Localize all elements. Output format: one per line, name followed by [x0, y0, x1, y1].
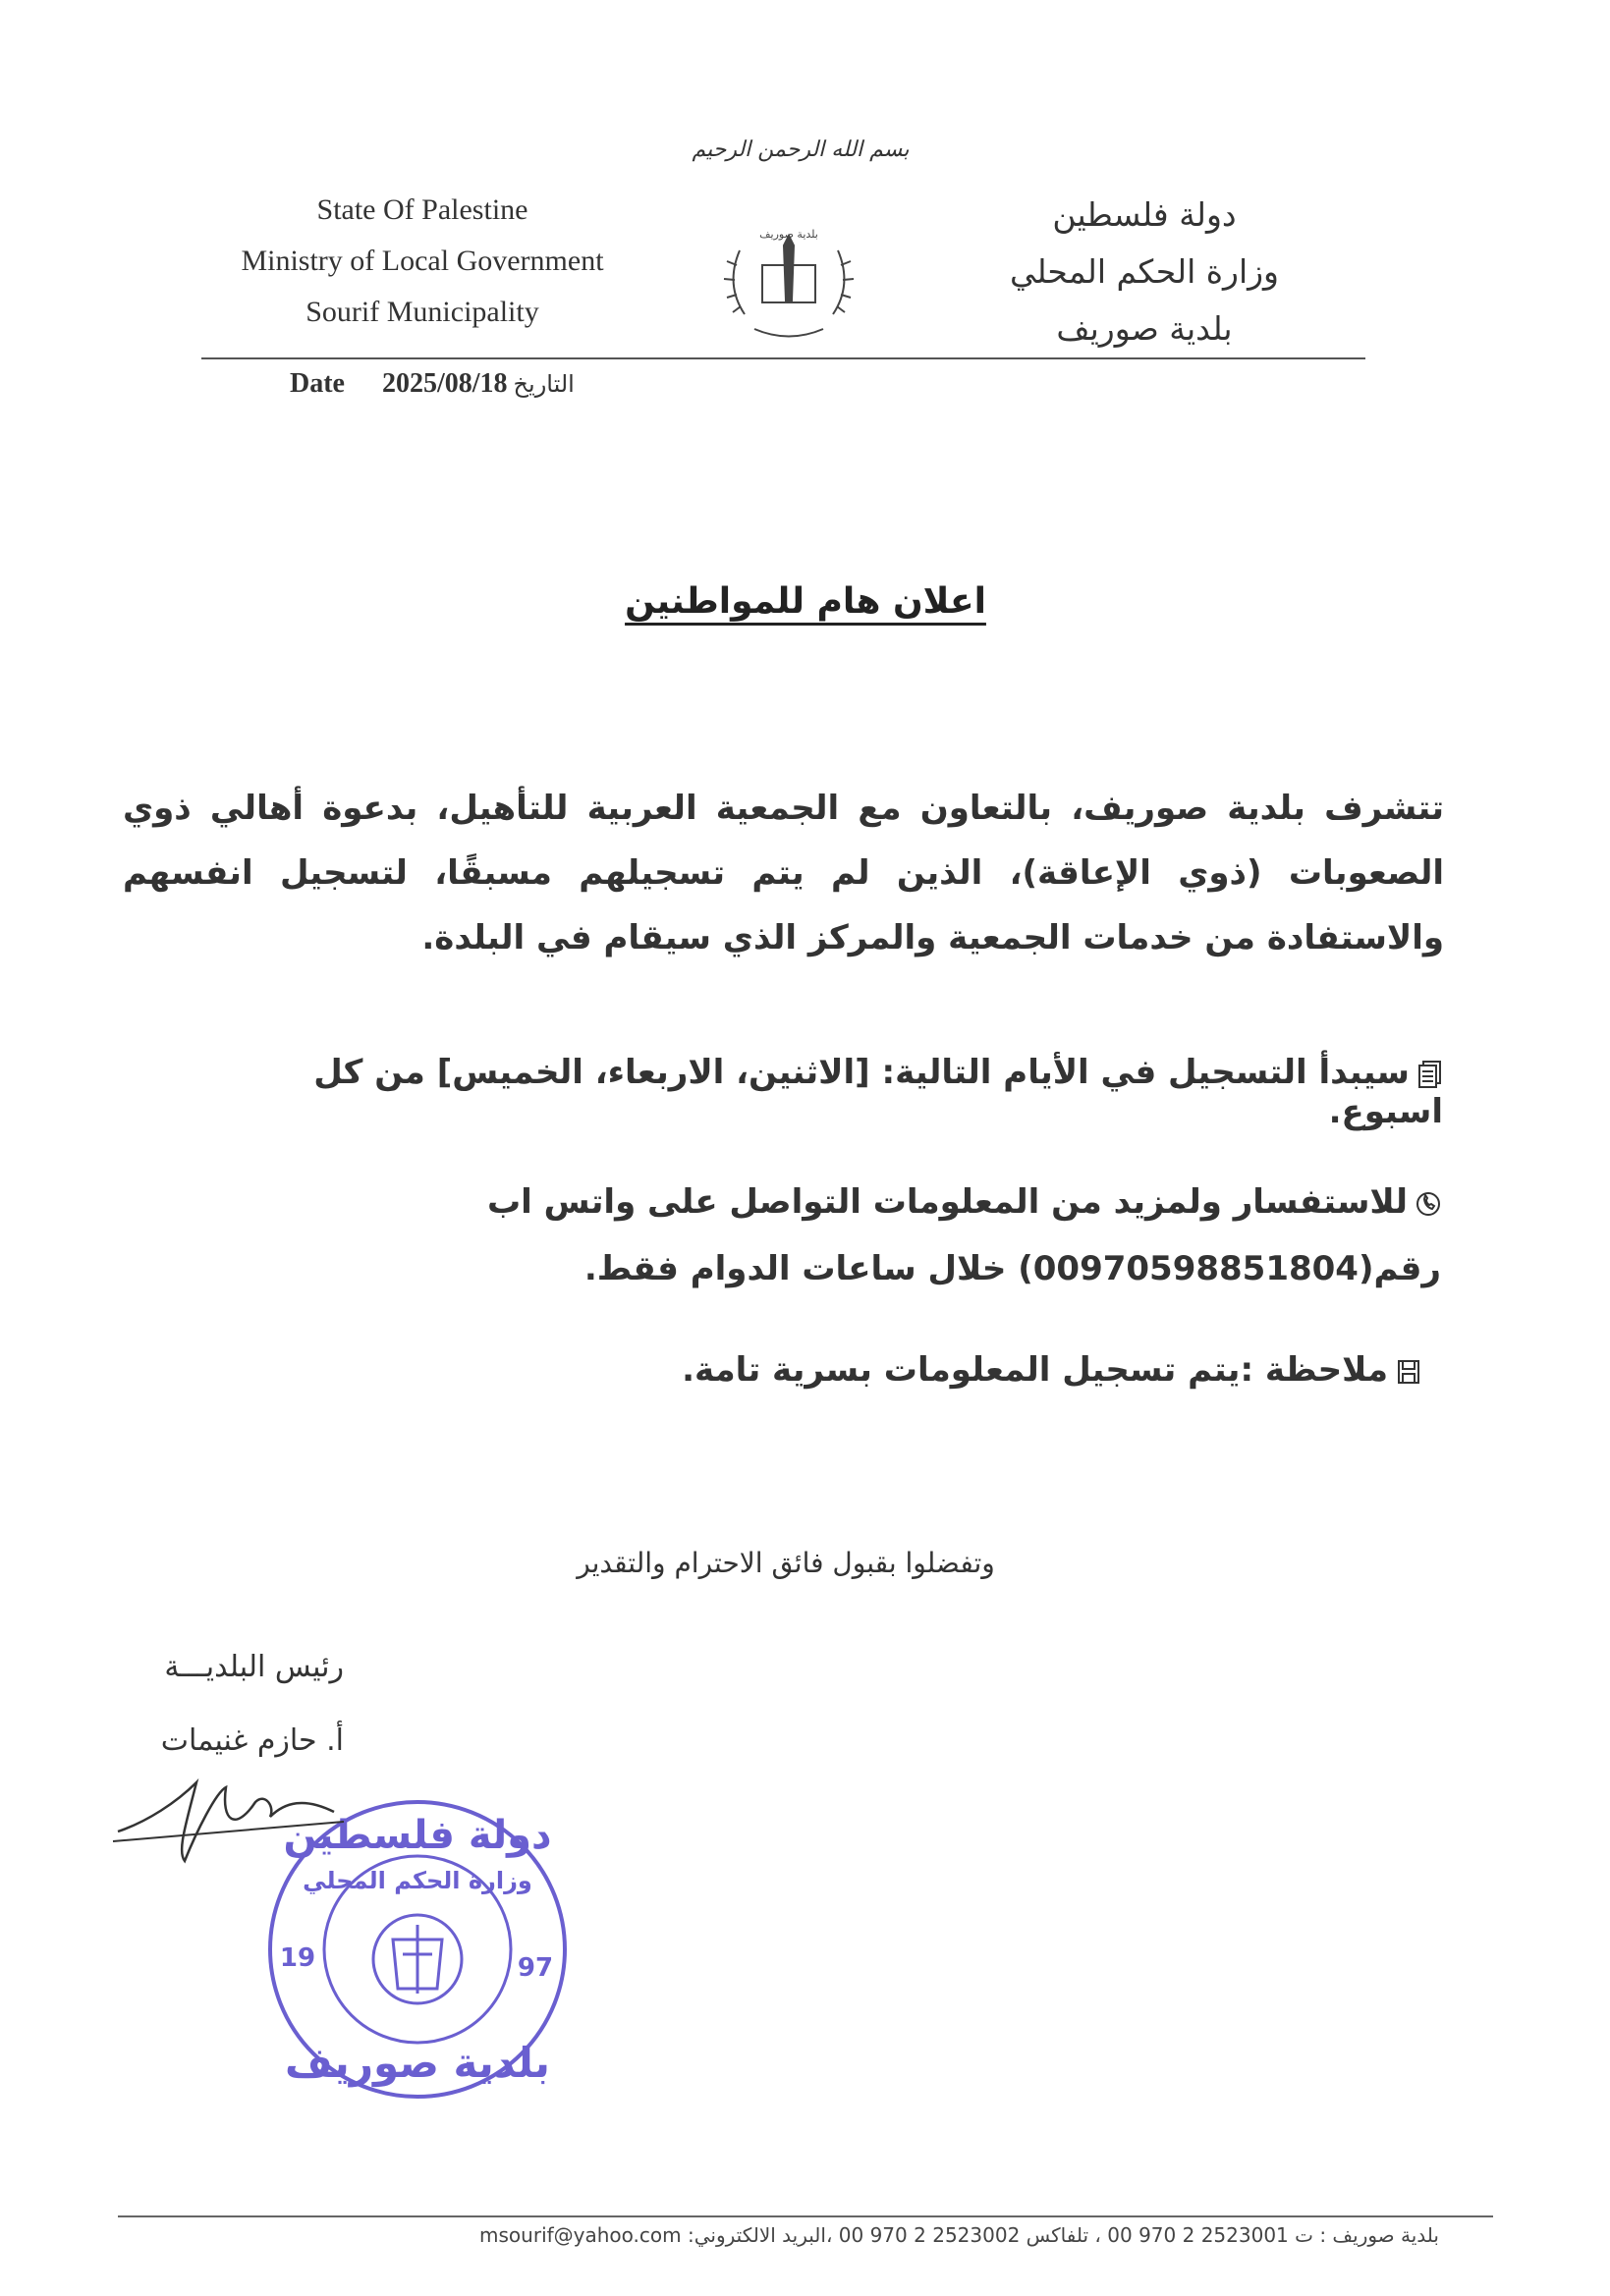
document-icon: [1417, 1060, 1443, 1089]
stamp-ministry: وزارة الحكم المحلي: [303, 1867, 532, 1894]
stamp-municipality: بلدية صوريف: [285, 2039, 550, 2087]
date-label-en: Date: [290, 368, 345, 399]
english-line-ministry: Ministry of Local Government: [241, 245, 604, 277]
signatory-name: أ. حازم غنيمات: [160, 1723, 344, 1758]
stamp-year-left: 19: [279, 1943, 316, 1973]
stamp-year-right: 97: [517, 1953, 554, 1983]
bullet-2-text: للاستفسار ولمزيد من المعلومات التواصل على واتس اب رقم(00970598851804) خلال ساعات الدوام فقط.: [486, 1182, 1441, 1288]
footer-divider: [118, 2215, 1493, 2217]
english-letterhead: [196, 185, 648, 338]
save-icon: [1396, 1357, 1421, 1387]
arabic-line-ministry: وزارة الحكم المحلي: [1010, 252, 1279, 291]
arabic-line-state: دولة فلسطين: [1052, 195, 1237, 234]
footer-text: بلدية صوريف : ت 2523001 2 970 00 ، تلفاكس 2523002 2 970 00 ،البريد الالكتروني:: [688, 2223, 1439, 2247]
date-value: 2025/08/18: [381, 368, 508, 399]
bullet-1-text: سيبدأ التسجيل في الأيام التالية: [الاثنين، الاربعاء، الخميس] من كل اسبوع.: [313, 1053, 1443, 1131]
bullet-contact-info: [105, 1169, 1441, 1302]
bullet-registration-days: [264, 1053, 1443, 1131]
english-line-state: State Of Palestine: [316, 193, 528, 226]
footer-email[interactable]: msourif@yahoo.com: [479, 2223, 682, 2247]
phone-icon: [1416, 1189, 1441, 1219]
document-title: اعلان هام للمواطنين: [625, 581, 986, 622]
body-paragraph: تتشرف بلدية صوريف، بالتعاون مع الجمعية العربية للتأهيل، بدعوة أهالي ذوي الصعوبات (ذوي الإعاقة)، الذين لم يتم تسجيلهم مسبقًا، لتسجيل انفسهم والاستفادة من خدمات الجمعية والمركز الذي سيقام في البلدة.: [123, 789, 1444, 957]
date-label-ar: التاريخ: [513, 370, 575, 398]
arabic-line-municipality: بلدية صوريف: [1056, 309, 1233, 348]
municipality-logo: [715, 206, 862, 354]
stamp-country: دولة فلسطين: [283, 1813, 552, 1858]
closing-line: وتفضلوا بقبول فائق الاحترام والتقدير: [577, 1547, 995, 1579]
signature: [108, 1763, 354, 1881]
header-divider: [201, 357, 1365, 359]
logo-text: بلدية صوريف: [759, 228, 818, 241]
bullet-3-text: ملاحظة :يتم تسجيل المعلومات بسرية تامة.: [682, 1350, 1388, 1390]
english-line-municipality: Sourif Municipality: [305, 296, 539, 328]
signatory-role: رئيس البلديـــة: [164, 1650, 344, 1684]
basmala: بسم الله الرحمن الرحيم: [692, 137, 910, 162]
arabic-letterhead: [982, 187, 1306, 357]
bullet-note: [243, 1350, 1421, 1390]
footer-contact: [354, 2223, 1439, 2247]
date-row: [290, 368, 612, 400]
